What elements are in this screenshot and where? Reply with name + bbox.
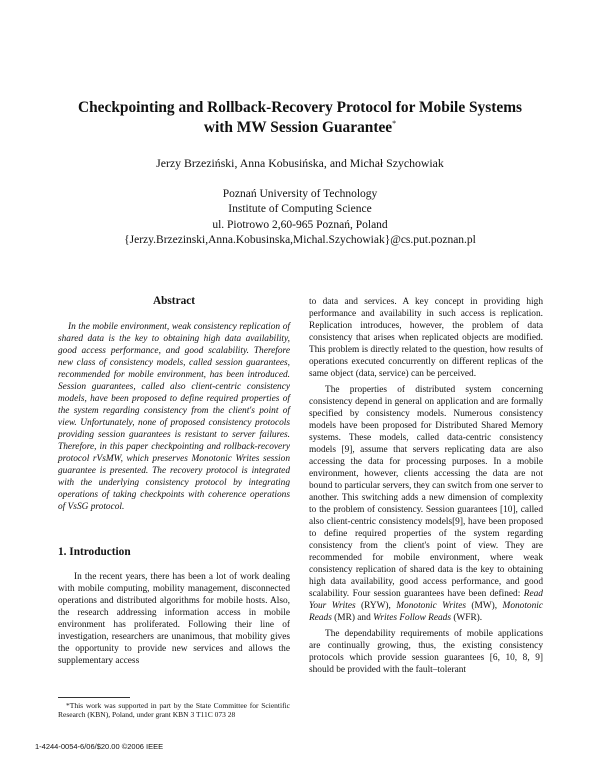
right-paragraph-2: The dependability requirements of mobile applications are continually growing, thus, the existing consistency protocols which provide session guarantees [6, 10, 8, 9] should be provided with the fault–tolerant xyxy=(309,629,543,675)
guarantee-ryw: Read Your Writes xyxy=(309,589,543,611)
affiliation-institute: Institute of Computing Science xyxy=(228,203,372,216)
introduction-heading: 1. Introduction xyxy=(58,546,131,558)
abstract-text: In the mobile environment, weak consistency replication of shared data is the key to obtaining high data availability, good access performance, and good scalability. Therefore new class of consistency models, called session guarantees, recommended for mobile environment, has been introduced. Session guarantees, called also client-centric consistency models, have been proposed to define required properties of the system regarding consistency from the client's point of view. Unfortunately, none of proposed consistency protocols providing session guarantees is resistant to server failures. Therefore, in this paper checkpointing and rollback-recovery protocol rVsMW, which preserves Monotonic Writes session guarantee is presented. The recovery protocol is integrated with the underlying consistency protocol by integrating operations of taking checkpoints with coherence operations of VsSG protocol. xyxy=(58,322,290,512)
title-footnote-mark: * xyxy=(392,118,397,128)
introduction-body xyxy=(58,571,290,667)
guarantee-mw: Monotonic Writes xyxy=(396,601,467,611)
footnote-rule xyxy=(58,697,130,698)
affiliation xyxy=(40,187,560,248)
right-column xyxy=(309,296,543,676)
paper-title xyxy=(40,98,560,138)
guarantee-mr: Monotonic Reads xyxy=(309,601,544,623)
right-paragraph-1: The properties of distributed system concerning consistency depend in general on application and are formally specified by consistency models. Numerous consistency models have been proposed for Distributed Shared Memory systems. These models, called data-centric consistency models [9], assume that servers replicating data are also accessing the data for processing purposes. In a mobile environment, however, clients accessing the data are not bound to particular servers, they can switch from one server to another. This switching adds a new dimension of complexity to the problem of consistency. Session guarantees [10], called also client-centric consistency models[9], have been proposed to define required properties of the system regarding consistency from the client's point of view. They are recommended for mobile environment, where weak consistency replication of shared data is the key to obtaining high data availability, good access performance, and good scalability. Four session guarantees have been defined: Read Your Writes (RYW), Monotonic Writes (MW), Monotonic Reads (MR) and Writes Follow Reads (WFR). xyxy=(309,385,544,623)
guarantee-wfr: Writes Follow Reads xyxy=(373,613,451,623)
title-line-1: Checkpointing and Rollback-Recovery Protocol for Mobile Systems xyxy=(77,99,523,116)
right-paragraph-0: to data and services. A key concept in providing high performance and availability in such access is replication. Replication introduces, however, the problem of data consistency that arises when replicated objects are modified. This problem is directly related to the question, how results of operations executed concurrently on different replicas of the same object (data, service) can be perceived. xyxy=(309,297,543,379)
title-line-2: with MW Session Guarantee* xyxy=(203,118,397,136)
affiliation-university: Poznań University of Technology xyxy=(222,188,378,200)
introduction-paragraph-1: In the recent years, there has been a lot of work dealing with mobile computing, mobility management, disconnected operations and distributed algorithms for mobile hosts. Also, the research addressing information access in mobile environment has proliferated. Following their line of investigation, researchers are unanimous, that mobility gives the opportunity to provide new services and allows the supplementary access xyxy=(58,572,290,666)
footnote-text: *This work was supported in part by the State Committee for Scientific Research (KBN), Poland, under grant KBN 3 T11C 073 28 xyxy=(58,701,290,719)
abstract-heading: Abstract xyxy=(152,295,196,307)
abstract-body xyxy=(58,321,290,513)
affiliation-address: ul. Piotrowo 2,60-965 Poznań, Poland xyxy=(212,218,388,231)
footnote xyxy=(58,701,290,719)
copyright: 1-4244-0054-6/06/$20.00 ©2006 IEEE xyxy=(35,742,164,751)
authors: Jerzy Brzeziński, Anna Kobusińska, and Michał Szychowiak xyxy=(156,156,444,170)
affiliation-emails: {Jerzy.Brzezinski,Anna.Kobusinska,Michal.Szychowiak}@cs.put.poznan.pl xyxy=(124,233,476,246)
